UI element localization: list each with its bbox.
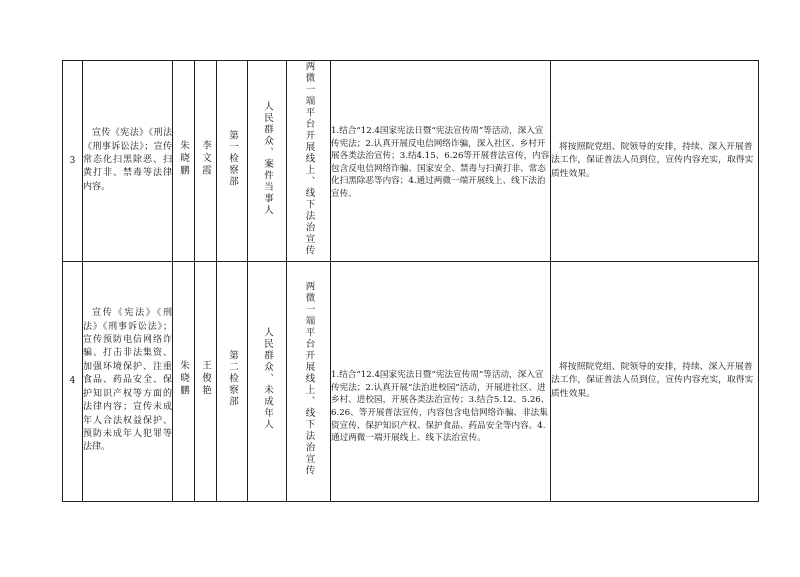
responsible-leader-cell xyxy=(173,61,195,262)
department-cell xyxy=(217,261,248,501)
department-cell xyxy=(217,61,248,262)
responsible-leader: 朱晓鹏 xyxy=(178,140,189,178)
target-audience: 人民群众、案件当事人 xyxy=(262,101,273,217)
table-row xyxy=(63,61,759,262)
target-audience-cell xyxy=(248,261,287,501)
responsible-person: 王俊艳 xyxy=(200,360,211,398)
department: 第一检察部 xyxy=(227,130,238,188)
publicity-form: 两微一端平台开展线上、线下法治宣传 xyxy=(303,61,315,257)
row-number: 3 xyxy=(63,61,83,262)
responsible-leader: 朱晓鹏 xyxy=(178,360,189,398)
publicity-content: 宣传《宪法》《刑法《刑事诉讼法》；宣传常态化扫黑除恶、扫黄打非、禁毒等法律内容。 xyxy=(83,61,173,262)
row-number: 4 xyxy=(63,261,83,501)
target-audience-cell xyxy=(248,61,287,262)
publicity-form-cell xyxy=(287,261,331,501)
responsible-person: 李文霞 xyxy=(200,140,211,178)
measures: 1.结合“12.4国家宪法日暨“宪法宣传周”等活动，深入宣传宪法；2.认真开展“法治进校园”活动，开展进社区、进乡村、进校园，开展各类法治宣传；3.结合5.12、5.26、6.26、等开展普法宣传，内容包含电信网络诈骗、非法集资宣传、保护知识产权、保护食品、药品安全等内容。4.通过两微一端开展线上、线下法治宣传。 xyxy=(331,261,551,501)
publicity-form-cell xyxy=(287,61,331,262)
responsible-leader-cell xyxy=(173,261,195,501)
publicity-form: 两微一端平台开展线上、线下法治宣传 xyxy=(303,281,315,477)
responsible-person-cell xyxy=(195,261,217,501)
expected-effect: 将按照院党组、院领导的安排，持续、深入开展普法工作，保证普法人员到位，宣传内容充实，取得实质性效果。 xyxy=(551,61,759,262)
plan-table xyxy=(62,60,759,502)
responsible-person-cell xyxy=(195,61,217,262)
measures: 1.结合“12.4国家宪法日暨“宪法宣传周”等活动，深入宣传宪法；2.认真开展反电信网络诈骗，深入社区、乡村开展各类法治宣传；3.结4.15、6.26等开展普法宣传，内容包含反电信网络诈骗、国家安全、禁毒与扫黄打非、常态化扫黑除恶等内容；4.通过两微一端开展线上、线下法治宣传。 xyxy=(331,61,551,262)
publicity-content: 宣传《宪法》《刑法》《刑事诉讼法》；宣传预防电信网络诈骗、打击非法集资、加强环境保护、注重食品、药品安全、保护知识产权等方面的法律内容；宣传未成年人合法权益保护、预防未成年人犯罪等法律。 xyxy=(83,261,173,501)
expected-effect: 将按照院党组、院领导的安排，持续、深入开展普法工作，保证普法人员到位，宣传内容充实，取得实质性效果。 xyxy=(551,261,759,501)
table-row xyxy=(63,261,759,501)
department: 第二检察部 xyxy=(227,350,238,408)
target-audience: 人民群众、未成年人 xyxy=(262,327,273,431)
